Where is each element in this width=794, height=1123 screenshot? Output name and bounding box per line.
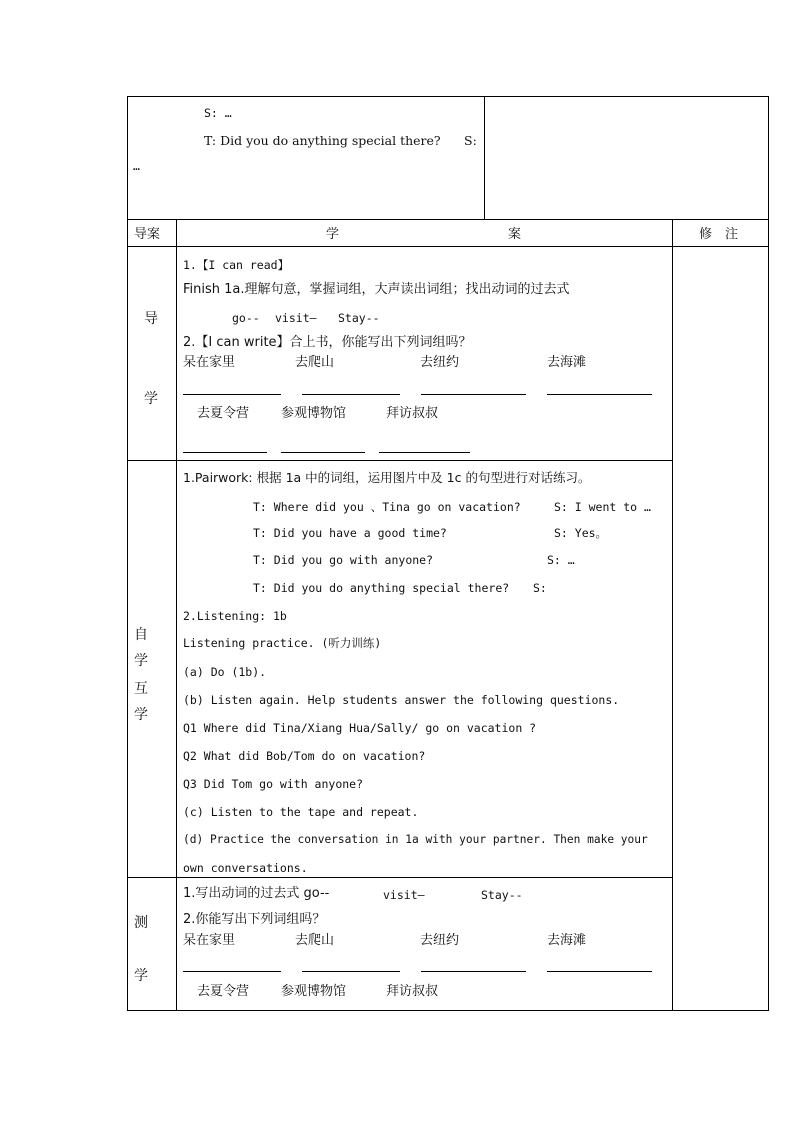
zixue-label: 自 [134,627,148,643]
daoxue-phrase: 去海滩 [547,355,587,370]
answer-blank[interactable] [379,452,470,453]
header-col2-b: 案 [508,227,522,242]
header-col3: 修 注 [699,227,739,242]
dialogue-s: S: Yes。 [554,526,608,540]
question-3: Q3 Did Tom go with anyone? [183,777,364,791]
question-1: Q1 Where did Tina/Xiang Hua/Sally/ go on vacation ? [183,721,537,735]
dialogue-t: T: Did you have a good time? [253,526,447,540]
daoxue-phrase: 去纽约 [420,355,460,370]
cexue-line-1: 1.写出动词的过去式 go-- [183,886,330,901]
cexue-verb-stay: Stay-- [481,888,523,902]
col-divider-2 [672,220,673,1011]
dialogue-s: S: I went to … [554,500,651,514]
table-border-right [768,96,769,1011]
row-line-zixue-bottom [127,877,673,878]
daoxue-line-2: Finish 1a.理解句意，掌握词组，大声读出词组；找出动词的过去式 [183,282,570,297]
daoxue-phrase: 去夏令营 [197,406,250,421]
answer-blank[interactable] [281,452,365,453]
cexue-phrase: 去爬山 [295,933,335,948]
zixue-line-2: 2.Listening: 1b [183,609,287,623]
answer-blank[interactable] [421,394,526,395]
daoxue-phrase: 呆在家里 [183,355,236,370]
row-line-daoxue-bottom [127,460,673,461]
cexue-line-2: 2.你能写出下列词组吗？ [183,912,326,927]
zixue-line-7: (d) Practice the conversation in 1a with your partner. Then make your [183,833,648,846]
header-col2-a: 学 [326,227,340,242]
col-divider-1 [176,220,177,1011]
cexue-phrase: 呆在家里 [183,933,236,948]
cexue-phrase: 去海滩 [547,933,587,948]
top-line-2-s: S: [464,133,477,148]
daoxue-phrase: 去爬山 [295,355,335,370]
cexue-label-bottom: 学 [134,968,148,984]
cexue-phrase: 拜访叔叔 [386,984,439,999]
top-line-2: T: Did you do anything special there? [204,133,441,148]
zixue-line-6: (c) Listen to the tape and repeat. [183,805,419,819]
question-2: Q2 What did Bob/Tom do on vacation? [183,749,426,763]
table-border-bottom [127,1010,769,1011]
dialogue-t: T: Where did you 、Tina go on vacation? [253,500,521,514]
answer-blank[interactable] [547,971,652,972]
cexue-verb-visit: visit— [383,888,425,902]
zixue-label: 互 [134,681,148,697]
answer-blank[interactable] [183,394,281,395]
dialogue-t: T: Did you do anything special there? [253,581,510,595]
daoxue-line-4: 2.【I can write】合上书，你能写出下列词组吗？ [183,335,472,350]
header-col1: 导案 [134,227,161,242]
daoxue-label-top: 导 [144,311,158,327]
daoxue-verb-go: go-- [232,311,260,325]
zixue-line-3: Listening practice. (听力训练) [183,636,382,650]
answer-blank[interactable] [302,971,400,972]
daoxue-phrase: 参观博物馆 [281,406,347,421]
dialogue-s: S: [533,581,547,595]
cexue-label-top: 测 [134,915,148,931]
answer-blank[interactable] [547,394,652,395]
zixue-line-4: (a) Do (1b). [183,665,267,679]
top-line-3: … [133,159,140,173]
daoxue-line-1: 1.【I can read】 [183,258,290,272]
cexue-phrase: 参观博物馆 [281,984,347,999]
table-border-top [127,96,769,97]
daoxue-verb-stay: Stay-- [338,311,380,325]
cexue-phrase: 去纽约 [420,933,460,948]
top-box-divider [484,96,485,220]
top-line-1: S: … [204,106,232,120]
zixue-label: 学 [134,707,148,723]
answer-blank[interactable] [183,971,281,972]
daoxue-label-bottom: 学 [144,391,158,407]
zixue-label: 学 [134,653,148,669]
table-border-left [127,96,128,1011]
zixue-line-8: own conversations. [183,861,308,875]
dialogue-s: S: … [547,553,575,567]
answer-blank[interactable] [183,452,267,453]
answer-blank[interactable] [421,971,526,972]
row-line-header-top [127,219,769,220]
cexue-phrase: 去夏令营 [197,984,250,999]
dialogue-t: T: Did you go with anyone? [253,553,434,567]
row-line-header-bottom [127,246,769,247]
zixue-line-1: 1.Pairwork: 根据 1a 中的词组，运用图片中及 1c 的句型进行对话练习。 [183,470,591,485]
answer-blank[interactable] [302,394,400,395]
zixue-line-5: (b) Listen again. Help students answer the following questions. [183,693,620,707]
daoxue-phrase: 拜访叔叔 [386,406,439,421]
daoxue-verb-visit: visit— [275,311,317,325]
